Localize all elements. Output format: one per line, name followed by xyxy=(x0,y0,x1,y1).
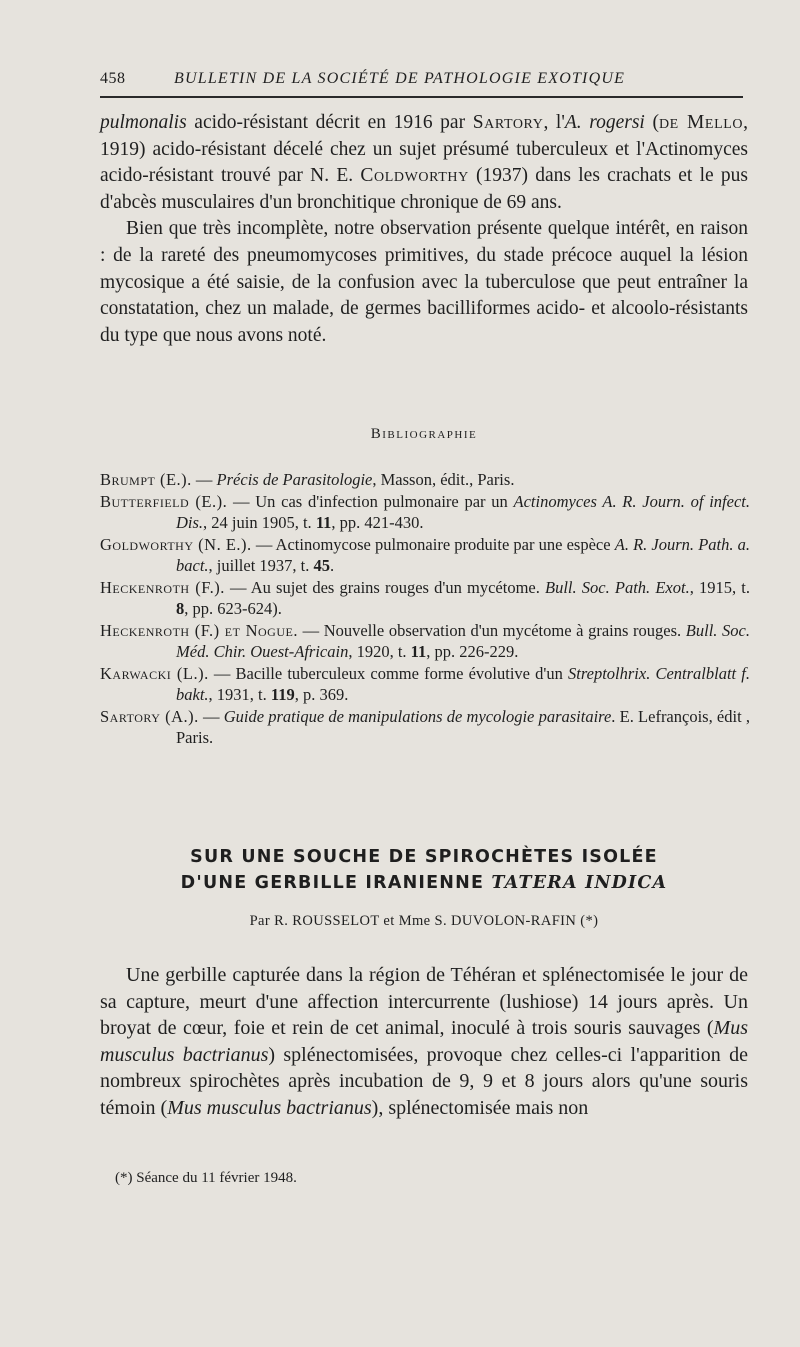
species-name: Mus musculus bactrianus xyxy=(167,1096,372,1119)
text-span: Streptolhrix. Centralblatt f. bakt. xyxy=(176,663,750,704)
article-byline: Par R. ROUSSELOT et Mme S. DUVOLON-RAFIN (*) xyxy=(249,913,599,929)
reference-entry xyxy=(100,663,750,706)
text-span: , pp. 623-624). xyxy=(184,599,282,618)
author-name: Sartory xyxy=(472,112,544,133)
reference-author: Butterfield (E.). xyxy=(100,491,228,511)
reference-author: Goldworthy (N. E.). xyxy=(100,534,252,554)
text-span: (1937) dans les crachats et le pus d'abcès musculaires d'un bronchitique chronique de 69 ans. xyxy=(100,165,749,213)
text-span: 8 xyxy=(176,599,185,618)
text-span: , 1920, t. xyxy=(348,642,411,661)
text-span: 119 xyxy=(270,685,295,704)
text-span: , 24 juin 1905, t. xyxy=(203,513,316,532)
text-span: , Masson, édit., Paris. xyxy=(372,470,515,489)
text-span: — Au sujet des grains rouges d'un mycétome. xyxy=(224,577,546,597)
text-span: — Nouvelle observation d'un mycétome à grains rouges. xyxy=(297,620,686,640)
bibliography-heading: Bibliographie xyxy=(370,426,478,442)
text-span: A. R. Journ. Path. a. bact. xyxy=(176,534,751,575)
text-span: pulmonalis xyxy=(100,112,187,133)
text-span: , pp. 226-229. xyxy=(426,642,519,661)
text-span: ( xyxy=(644,112,659,133)
text-span: . E. Lefrançois, édit , Paris. xyxy=(176,706,750,747)
text-span: — Actinomycose pulmonaire produite par une espèce xyxy=(251,534,615,554)
text-span: acido-résistant décrit en 1916 par xyxy=(186,112,473,133)
text-span: Guide pratique de manipulations de mycologie parasitaire xyxy=(223,706,612,726)
bibliography-list xyxy=(100,469,750,749)
reference-author: Heckenroth (F.). xyxy=(100,577,225,597)
continued-paragraph xyxy=(100,110,748,349)
author-name: de Mello xyxy=(658,112,744,133)
article-title-line1: SUR UNE SOUCHE DE SPIROCHÈTES ISOLÉE xyxy=(190,847,658,867)
text-span: 45 xyxy=(313,556,331,575)
text-span: Bull. Soc. Méd. Chir. Ouest-Africain xyxy=(176,620,750,661)
reference-author: Sartory (A.). xyxy=(100,706,199,726)
reference-author: Heckenroth (F.) et Nogue. xyxy=(100,620,298,640)
text-span: , p. 369. xyxy=(294,685,349,704)
text-span: ), splénectomisée mais non xyxy=(371,1096,589,1119)
species-name: TATERA INDICA xyxy=(491,873,668,893)
text-span: — xyxy=(198,706,224,726)
species-name: Mus musculus bactrianus xyxy=(100,1017,748,1066)
author-name: Coldworthy xyxy=(360,165,469,187)
text-span: . xyxy=(330,556,335,575)
text-span: , pp. 421-430. xyxy=(331,513,424,532)
text-span: — Bacille tuberculeux comme forme évolutive d'un xyxy=(208,663,568,683)
reference-entry xyxy=(100,491,750,534)
text-span: — Un cas d'infection pulmonaire par un xyxy=(227,491,514,511)
text-span: , 1931, t. xyxy=(208,685,271,704)
text-span: , 1919) acido-résistant décelé chez un sujet présumé tuberculeux et l'Actinomyces acido-résistant trouvé par N. E. xyxy=(100,112,748,187)
reference-author: Brumpt (E.). xyxy=(100,470,192,489)
text-span: Précis de Parasitologie xyxy=(216,470,373,489)
reference-entry xyxy=(100,706,750,749)
text-span: , juillet 1937, t. xyxy=(208,556,314,575)
article-body xyxy=(100,962,748,1122)
journal-title: BULLETIN DE LA SOCIÉTÉ DE PATHOLOGIE EXOTIQUE xyxy=(174,70,626,87)
text-span: Actinomyces A. R. Journ. of infect. Dis. xyxy=(176,491,750,532)
reference-entry xyxy=(100,469,750,491)
text-span: , l' xyxy=(543,112,565,133)
reference-entry xyxy=(100,577,750,620)
running-header xyxy=(100,70,742,98)
reference-entry xyxy=(100,534,750,577)
conclusion-paragraph: Bien que très incomplète, notre observation présente quelque intérêt, en raison : de la rareté des pneumomycoses primitives, du stade précoce auquel la lésion mycosique a été saisie, de la confusion avec la tuberculose que peut entraîner la constatation, chez un malade, de germes bacilliformes acido- et alcoolo-résistants du type que nous avons noté. xyxy=(100,218,748,346)
text-span: 11 xyxy=(410,642,427,661)
article-title xyxy=(100,844,748,896)
text-span: — xyxy=(191,470,217,489)
text-span: , 1915, t. xyxy=(689,577,750,597)
reference-entry xyxy=(100,620,750,663)
text-span: A. rogersi xyxy=(564,112,645,133)
text-span: Bull. Soc. Path. Exot. xyxy=(545,577,690,597)
footnote: (*) Séance du 11 février 1948. xyxy=(115,1170,297,1186)
article-title-line2 xyxy=(100,870,748,896)
page-number: 458 xyxy=(100,70,126,87)
text-span: D'UNE GERBILLE IRANIENNE xyxy=(180,873,492,893)
header-rule xyxy=(100,96,743,98)
reference-author: Karwacki (L.). xyxy=(100,663,209,683)
text-span: Une gerbille capturée dans la région de Téhéran et splénectomisée le jour de sa capture, meurt d'une affection intercurrente (lushiose) 14 jours après. Un broyat de cœur, foie et rein de cet animal, inoculé à trois souris sauvages ( xyxy=(100,964,748,1040)
text-span: ) splénectomisées, provoque chez celles-ci l'apparition de nombreux spirochètes après incubation de 9, 9 et 8 jours alors qu'une souris témoin ( xyxy=(100,1043,749,1119)
text-span: 11 xyxy=(315,513,332,532)
